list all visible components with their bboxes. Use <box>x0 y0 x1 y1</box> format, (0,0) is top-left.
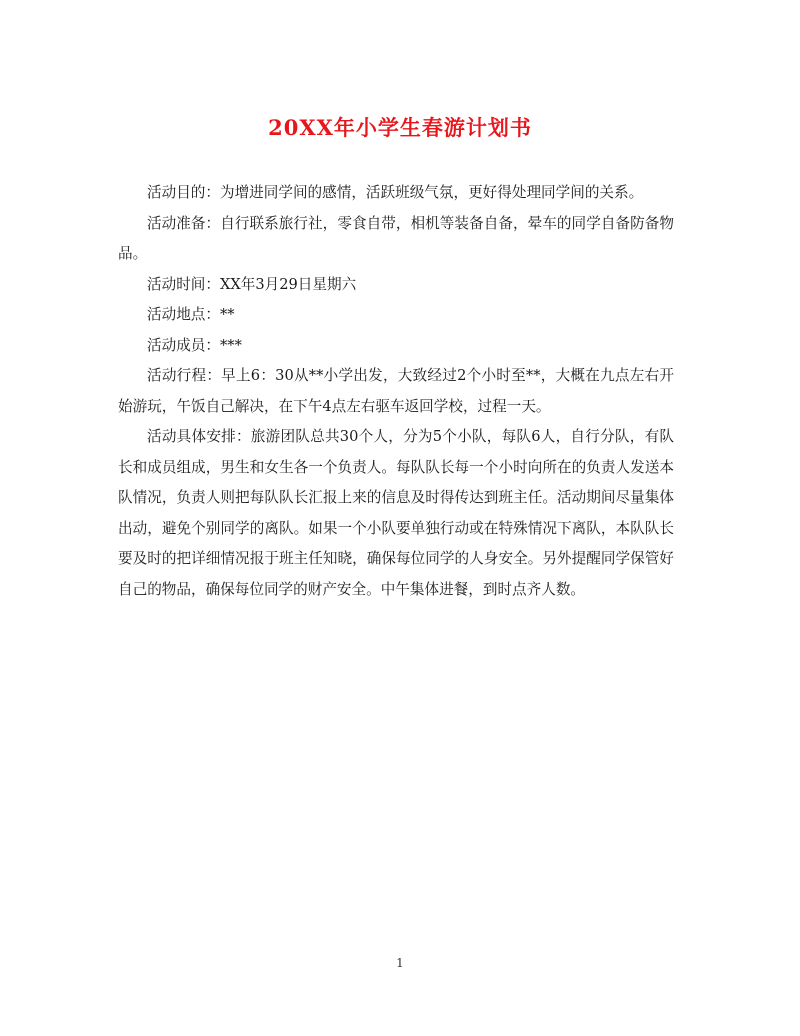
paragraph-itinerary: 活动行程：早上6：30从**小学出发，大致经过2个小时至**，大概在九点左右开始游玩，午饭自己解决，在下午4点左右驱车返回学校，过程一天。 <box>118 367 674 415</box>
paragraph-preparation: 活动准备：自行联系旅行社，零食自带，相机等装备自备，晕车的同学自备防备物品。 <box>118 214 674 262</box>
page-number: 1 <box>396 956 404 970</box>
paragraph-arrangement: 活动具体安排：旅游团队总共30个人，分为5个小队，每队6人，自行分队，有队长和成员组成，男生和女生各一个负责人。每队队长每一个小时向所在的负责人发送本队情况，负责人则把每队队长汇报上来的信息及时得传达到班主任。活动期间尽量集体出动，避免个别同学的离队。如果一个小队要单独行动或在特殊情况下离队，本队队长要及时的把详细情况报于班主任知晓，确保每位同学的人身安全。另外提醒同学保管好自己的物品，确保每位同学的财产安全。中午集体进餐，到时点齐人数。 <box>118 428 674 598</box>
paragraph-purpose: 活动目的：为增进同学间的感情，活跃班级气氛，更好得处理同学间的关系。 <box>147 184 644 201</box>
document-title: 20XX年小学生春游计划书 <box>268 115 532 140</box>
paragraph-members: 活动成员：*** <box>147 336 242 354</box>
document-body <box>118 178 674 605</box>
paragraph-location: 活动地点：** <box>147 306 235 323</box>
paragraph-time: 活动时间：XX年3月29日星期六 <box>147 275 357 293</box>
